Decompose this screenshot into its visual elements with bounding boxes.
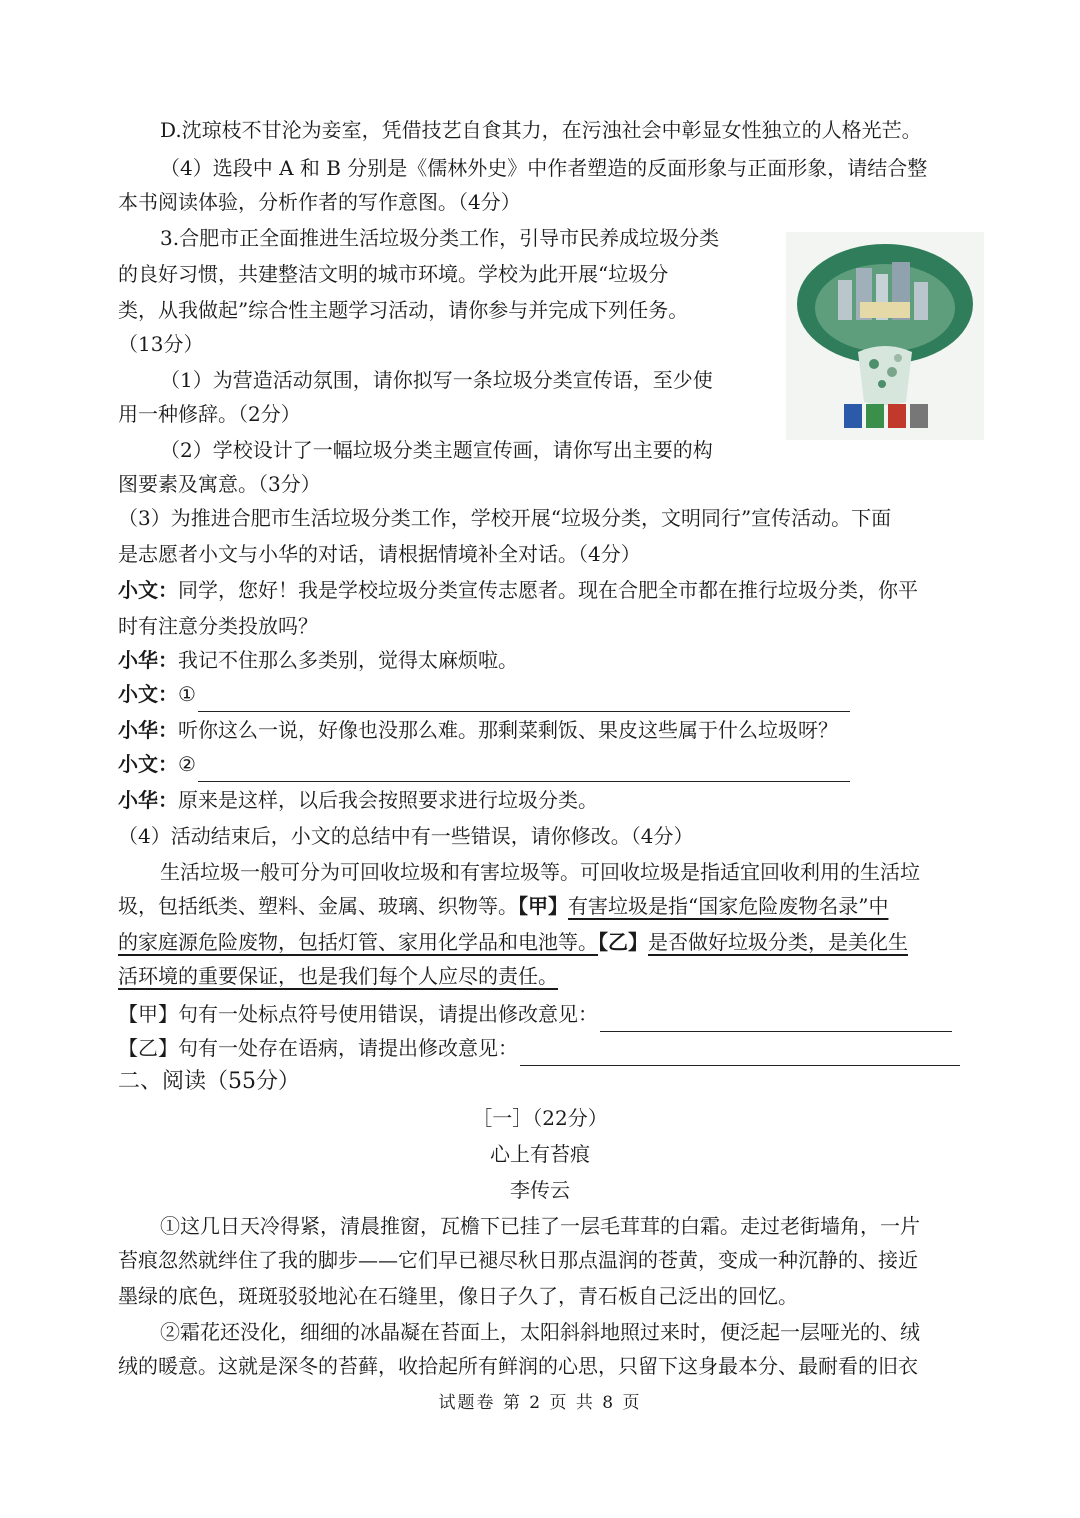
question-2-4: （4）选段中 A 和 B 分别是《儒林外史》中作者塑造的反面形象与正面形象，请结合整	[160, 156, 928, 180]
question-3-1: （1）为营造活动氛围，请你拟写一条垃圾分类宣传语，至少使	[160, 368, 713, 392]
dialog-line-4	[118, 712, 992, 748]
summary-line-3	[118, 924, 992, 960]
question-3-points: （13分）	[118, 332, 204, 356]
essay-paragraph-2-line2: 绒的暖意。这就是深冬的苔藓，收拾起所有鲜润的心思，只留下这身最本分、最耐看的旧衣	[118, 1354, 918, 1378]
page-footer: 试题卷 第 2 页 共 8 页	[438, 1393, 642, 1413]
dialog-text: 听你这么一说，好像也没那么难。那剩菜剩饭、果皮这些属于什么垃圾呀？	[178, 718, 838, 742]
speaker: 小文：	[118, 578, 178, 602]
garbage-sorting-tree-illustration	[786, 232, 984, 440]
sentence-jia: 有害垃圾是指“国家危险废物名录”中	[568, 894, 889, 918]
question-3-3: （3）为推进合肥市生活垃圾分类工作，学校开展“垃圾分类，文明同行”宣传活动。下面	[118, 506, 892, 530]
dialog-line-1-cont: 时有注意分类投放吗？	[118, 614, 318, 638]
summary-text: 圾，包括纸类、塑料、金属、玻璃、织物等。	[118, 894, 518, 918]
option-d: D.沈琼枝不甘沦为妾室，凭借技艺自食其力，在污浊社会中彰显女性独立的人格光芒。	[160, 118, 922, 142]
revision-jia-prompt: 【甲】句有一处标点符号使用错误，请提出修改意见：	[118, 1002, 598, 1026]
answer-blank-yi[interactable]	[520, 1039, 960, 1066]
question-3-2: （2）学校设计了一幅垃圾分类主题宣传画，请你写出主要的构	[160, 438, 713, 462]
tree-illustration-icon	[786, 232, 984, 440]
blank-marker: ②	[178, 752, 196, 776]
essay-paragraph-2: ②霜花还没化，细细的冰晶凝在苔面上，太阳斜斜地照过来时，便泛起一层哑光的、绒	[160, 1320, 920, 1344]
speaker: 小华：	[118, 788, 178, 812]
speaker: 小华：	[118, 718, 178, 742]
summary-line-4	[118, 958, 992, 994]
question-2-4-cont: 本书阅读体验，分析作者的写作意图。（4分）	[118, 190, 521, 214]
answer-blank-2[interactable]	[198, 755, 850, 782]
dialog-line-2	[118, 642, 992, 678]
question-3-intro-line2: 的良好习惯，共建整洁文明的城市环境。学校为此开展“垃圾分	[118, 262, 669, 286]
speaker: 小文：	[118, 682, 178, 706]
essay-paragraph-1: ①这几日天冷得紧，清晨推窗，瓦檐下已挂了一层毛茸茸的白霜。走过老街墙角，一片	[160, 1214, 920, 1238]
essay-paragraph-1-line3: 墨绿的底色，斑斑驳驳地沁在石缝里，像日子久了，青石板自己泛出的回忆。	[118, 1284, 798, 1308]
dialog-line-5	[118, 746, 992, 782]
question-3-2-cont: 图要素及寓意。（3分）	[118, 472, 321, 496]
question-3-3-cont: 是志愿者小文与小华的对话，请根据情境补全对话。（4分）	[118, 542, 641, 566]
dialog-text: 同学，您好！我是学校垃圾分类宣传志愿者。现在合肥全市都在推行垃圾分类，你平	[178, 578, 918, 602]
sentence-jia-cont: 的家庭源危险废物，包括灯管、家用化学品和电池等。	[118, 930, 598, 954]
revision-yi	[118, 1030, 992, 1066]
question-3-4: （4）活动结束后，小文的总结中有一些错误，请你修改。（4分）	[118, 824, 694, 848]
dialog-line-6	[118, 782, 992, 818]
essay-title: 心上有苔痕	[490, 1142, 590, 1166]
essay-author: 李传云	[510, 1178, 570, 1202]
dialog-line-1	[118, 572, 992, 608]
speaker: 小华：	[118, 648, 178, 672]
answer-blank-1[interactable]	[198, 685, 850, 712]
summary-line-1: 生活垃圾一般可分为可回收垃圾和有害垃圾等。可回收垃圾是指适宜回收利用的生活垃	[160, 860, 920, 884]
part-one-heading: ［一］（22分）	[472, 1106, 608, 1130]
section-reading-heading: 二、阅读（55分）	[118, 1069, 300, 1094]
essay-paragraph-1-line2: 苔痕忽然就绊住了我的脚步——它们早已褪尽秋日那点温润的苍黄，变成一种沉静的、接近	[118, 1248, 918, 1272]
question-3-1-cont: 用一种修辞。（2分）	[118, 402, 301, 426]
speaker: 小文：	[118, 752, 178, 776]
question-3-intro-line3: 类，从我做起”综合性主题学习活动，请你参与并完成下列任务。	[118, 298, 689, 322]
question-3-intro: 3.合肥市正全面推进生活垃圾分类工作，引导市民养成垃圾分类	[160, 226, 720, 250]
summary-line-2	[118, 888, 992, 924]
dialog-line-3	[118, 676, 992, 712]
blank-marker: ①	[178, 682, 196, 706]
revision-yi-prompt: 【乙】句有一处存在语病，请提出修改意见：	[118, 1036, 518, 1060]
sentence-yi: 是否做好垃圾分类，是美化生	[648, 930, 908, 954]
dialog-text: 我记不住那么多类别，觉得太麻烦啦。	[178, 648, 518, 672]
sentence-yi-cont: 活环境的重要保证，也是我们每个人应尽的责任。	[118, 964, 558, 988]
revision-jia	[118, 996, 992, 1032]
dialog-text: 原来是这样，以后我会按照要求进行垃圾分类。	[178, 788, 598, 812]
answer-blank-jia[interactable]	[600, 1005, 952, 1032]
sentence-marker-yi: 【乙】	[598, 930, 648, 954]
sentence-marker-jia: 【甲】	[518, 894, 568, 918]
